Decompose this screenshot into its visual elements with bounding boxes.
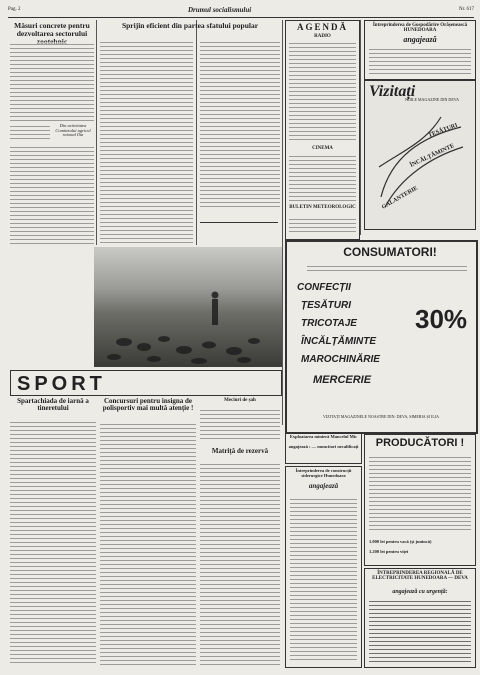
ad-constructii (285, 466, 362, 668)
ad-producatori-title: PRODUCĂTORI ! (375, 437, 465, 449)
column-divider (196, 20, 197, 245)
ad-electricitate (364, 568, 476, 668)
ad-tricotaje: TRICOTAJE (301, 318, 357, 329)
ad-consumatori-sub (307, 264, 467, 274)
ad-vizitati-drawing (371, 107, 469, 225)
radio-program (289, 41, 356, 141)
col2-body (100, 40, 193, 245)
col1-body (10, 145, 94, 245)
ad-vizitati (364, 80, 476, 230)
col1-body (10, 124, 50, 142)
sport-title: SPORT (17, 373, 106, 395)
sport-banner (10, 370, 282, 396)
masthead (8, 6, 474, 16)
ad-vizitati-title: Vizitați (369, 83, 416, 100)
masthead-rule (8, 17, 474, 18)
ad-electricitate-title: ÎNTREPRINDEREA REGIONALĂ DE ELECTRICITATE HUNEDOARA — DEVA (372, 571, 468, 582)
ad-gospodarire (364, 20, 476, 80)
radio-heading: RADIO (314, 34, 331, 39)
ad-gospodarire-title: Întreprinderea de Gospodărire Orășenească HUNEDOARA (372, 23, 468, 34)
ad-mercerie: MERCERIE (313, 374, 372, 386)
ad-producatori-body (369, 455, 471, 533)
sport-article-2-body (100, 422, 196, 665)
sport-article-2: Concursuri pentru insigna de polisportiv mai multă atenție ! (102, 397, 194, 413)
page-number: Pag. 2 (8, 7, 21, 12)
sport-article-4-body (200, 462, 280, 665)
sport-article-3: Meciuri de șah (224, 398, 256, 403)
ad-incaltaminte: ÎNCĂLȚĂMINTE (301, 336, 376, 347)
ad-producatori (364, 434, 476, 566)
sport-article-1: Spartachiada de iarnă a tineretului (17, 397, 89, 413)
ad-constructii-body (290, 497, 357, 662)
svg-text:GALANTERIE: GALANTERIE (381, 185, 419, 211)
ad-constructii-title: Întreprinderea de construcții siderurgice Hunedoara (295, 468, 352, 478)
photo-silhouettes (94, 247, 282, 367)
svg-text:ÎNCĂLȚĂMINTE: ÎNCĂLȚĂMINTE (409, 143, 456, 169)
meteo-heading: BULETIN METEOROLOGIC (289, 205, 356, 210)
ad-consumatori-title: CONSUMATORI! (343, 245, 437, 259)
meteo-text (289, 217, 356, 235)
ad-electricitate-angajeaza: angajează cu urgență: (392, 589, 448, 595)
svg-text:ȚESĂTURI: ȚESĂTURI (427, 122, 459, 139)
ad-gospodarire-body (369, 47, 471, 75)
ad-discount: 30% (415, 304, 468, 334)
ad-mancel-title: Exploatarea minieră Mancelul Mic (289, 434, 358, 439)
sport-article-1-body (10, 420, 96, 665)
ad-marochinarie: MAROCHINĂRIE (301, 354, 380, 365)
column-divider (282, 20, 283, 425)
ad-tesaturi: ȚESĂTURI (301, 300, 351, 311)
agenda-box (285, 20, 360, 240)
cinema-program (289, 154, 356, 202)
column-divider (360, 20, 361, 235)
ad-producatori-val1: 1.000 lei pentru vacă (și junincă) (369, 539, 432, 544)
ad-constructii-angajeaza: angajează (308, 482, 339, 490)
col2-headline: Sprijin eficient din partea sfatului popular (121, 21, 259, 30)
ad-producatori-val2: 1.200 lei pentru viței (369, 549, 409, 554)
column-divider (96, 20, 97, 245)
sport-article-3-body (200, 408, 280, 442)
ad-confectii: CONFECȚII (297, 282, 351, 293)
ad-vizitati-sub: NOILE MAGAZINE DIN DEVA (405, 97, 460, 102)
ad-vizitati-magazine: VIZITAȚI MAGAZINELE NOASTRE DIN: DEVA, SIMERIA ȘI ILIA (322, 414, 440, 419)
col2-box-title (200, 120, 280, 128)
newspaper-title: Drumul socialismului (188, 6, 252, 14)
agenda-title: AGENDĂ (296, 22, 348, 32)
ad-electricitate-body (369, 599, 471, 663)
ad-consumatori (285, 240, 478, 434)
cinema-heading: CINEMA (312, 146, 333, 151)
photo-livestock (94, 247, 282, 367)
issue-number: Nr. 617 (459, 7, 474, 12)
ad-gospodarire-angajeaza: angajează (403, 35, 437, 44)
ad-mancel-sub: angajează : — muncitori necalificați (288, 444, 359, 449)
col1-subhead: Din activitatea Comitetului agricol raional Ilia (55, 123, 91, 138)
sport-article-4: Matriță de rezervă (211, 447, 269, 455)
col1-body (10, 42, 94, 122)
col1-headline: Măsuri concrete pentru dezvoltarea sectorului (14, 21, 90, 38)
col2-caption-rule (200, 222, 278, 223)
ad-mancel (285, 432, 362, 464)
